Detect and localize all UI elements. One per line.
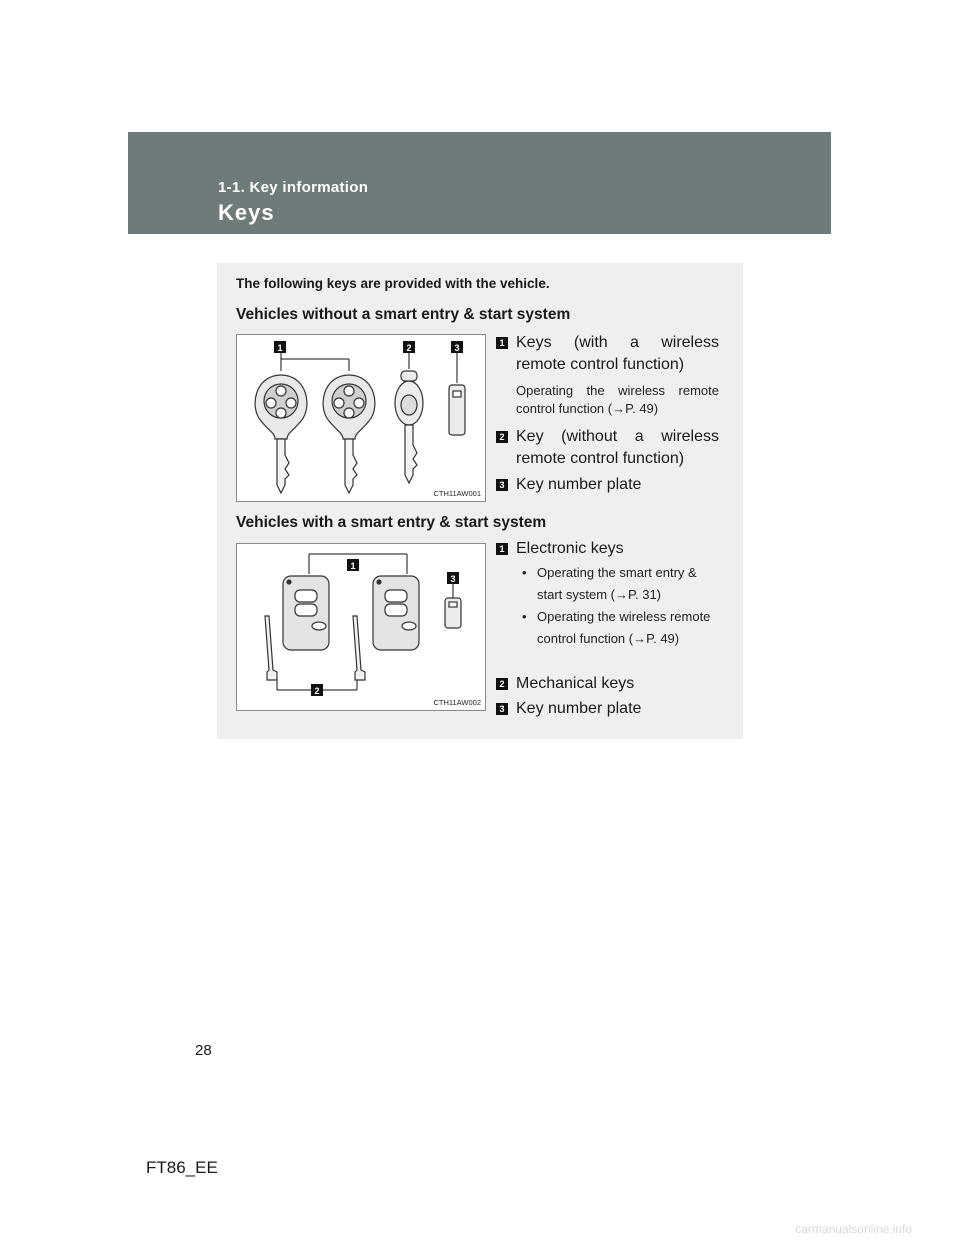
item-key-number-plate-2: [497, 698, 719, 720]
bullet-dot: •: [522, 609, 527, 624]
item-mechanical-keys: [497, 673, 719, 695]
item-electronic-keys: [497, 538, 719, 560]
page-title: Keys: [218, 200, 275, 225]
smart-key-1: [283, 576, 329, 650]
item-number: 2: [496, 678, 508, 690]
callout-1: 1: [277, 343, 283, 353]
figure-code: CTH11AW002: [433, 698, 481, 707]
item-number: 3: [496, 703, 508, 715]
section-heading-without-smart-entry: Vehicles without a smart entry & start system: [236, 306, 571, 323]
mechanical-key-2: [353, 616, 365, 680]
intro-text: The following keys are provided with the vehicle.: [236, 276, 550, 291]
item-number: 1: [496, 543, 508, 555]
note-remote-reference: Operating the wireless remote control function (→P. 49): [516, 383, 719, 416]
keys-illustration: [237, 335, 487, 503]
section-heading-with-smart-entry: Vehicles with a smart entry & start system: [236, 514, 547, 531]
callout-3: 3: [450, 574, 456, 584]
item-text: Electronic keys: [516, 540, 624, 557]
item-text: Key number plate: [516, 700, 642, 717]
item-key-without-remote: [497, 426, 719, 470]
key-number-plate: [449, 385, 465, 435]
item-keys-with-remote: [497, 332, 719, 376]
item-number: 1: [496, 337, 508, 349]
callout-2: 2: [314, 686, 320, 696]
watermark: carmanualsonline.info: [795, 1222, 912, 1236]
item-key-number-plate: [497, 474, 719, 496]
item-text: Keys (with a wireless remote control function): [516, 334, 719, 373]
plain-key: [395, 371, 423, 483]
bullet-smart-entry: [522, 562, 719, 606]
smart-key-2: [373, 576, 419, 650]
figure-conventional-keys: [236, 334, 486, 502]
callout-1: 1: [350, 561, 356, 571]
bullet-dot: •: [522, 565, 527, 580]
item-number: 2: [496, 431, 508, 443]
bullet-text: Operating the wireless remote control function (→P. 49): [537, 609, 711, 646]
callout-3: 3: [454, 343, 460, 353]
bullet-remote-control: [522, 606, 719, 650]
item-text: Mechanical keys: [516, 675, 635, 692]
key-number-plate: [445, 598, 461, 628]
callout-2: 2: [406, 343, 412, 353]
remote-key-1: [255, 375, 307, 493]
figure-electronic-keys: [236, 543, 486, 711]
bullet-text: Operating the smart entry & start system (→P. 31): [537, 565, 697, 602]
item-number: 3: [496, 479, 508, 491]
page-number: 28: [195, 1042, 212, 1059]
figure-code: CTH11AW001: [433, 489, 481, 498]
remote-key-2: [323, 375, 375, 493]
item-text: Key (without a wireless remote control function): [516, 428, 719, 467]
mechanical-key-1: [265, 616, 277, 680]
footer-code: FT86_EE: [146, 1158, 218, 1177]
electronic-keys-illustration: [237, 544, 487, 712]
section-label: 1-1. Key information: [218, 179, 369, 196]
item-text: Key number plate: [516, 476, 642, 493]
